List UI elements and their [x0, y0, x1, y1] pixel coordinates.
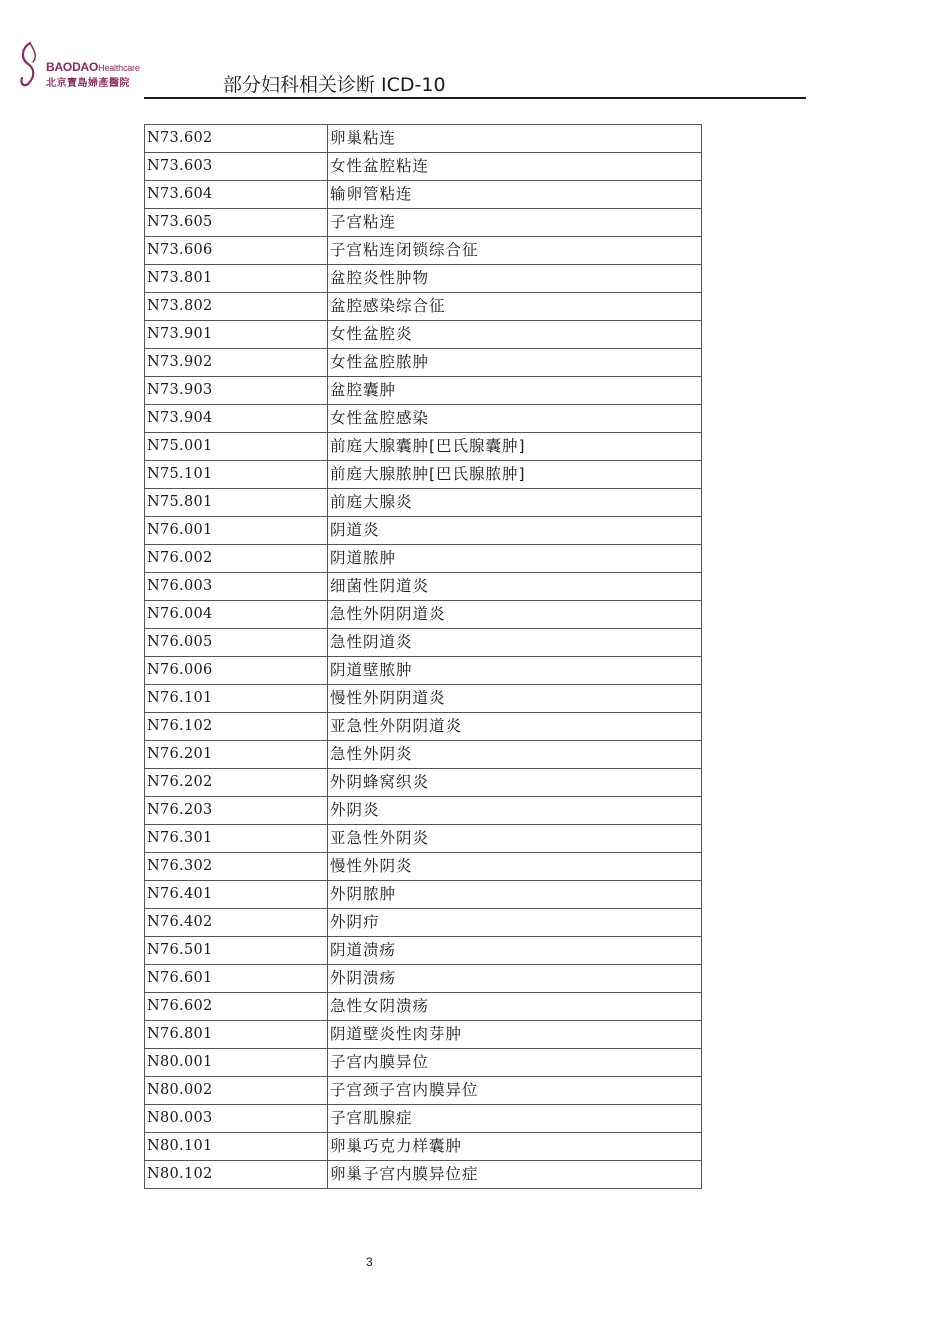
- table-row: [145, 377, 702, 405]
- icd-code-cell: N73.901: [145, 321, 328, 349]
- page-number: 3: [366, 1255, 373, 1269]
- icd-code-cell: N75.001: [145, 433, 328, 461]
- table-row: [145, 769, 702, 797]
- table-row: [145, 1161, 702, 1189]
- diagnosis-name-cell: 阴道脓肿: [328, 545, 702, 573]
- diagnosis-name-cell: 阴道溃疡: [328, 937, 702, 965]
- table-row: [145, 993, 702, 1021]
- icd-code-cell: N73.605: [145, 209, 328, 237]
- diagnosis-name-cell: 女性盆腔感染: [328, 405, 702, 433]
- icd-code-cell: N76.002: [145, 545, 328, 573]
- icd-code-cell: N73.602: [145, 125, 328, 153]
- table-row: [145, 741, 702, 769]
- diagnosis-name-cell: 慢性外阴炎: [328, 853, 702, 881]
- table-row: [145, 405, 702, 433]
- diagnosis-name-cell: 阴道壁脓肿: [328, 657, 702, 685]
- table-row: [145, 657, 702, 685]
- diagnosis-name-cell: 前庭大腺炎: [328, 489, 702, 517]
- table-row: [145, 1049, 702, 1077]
- icd-code-cell: N73.902: [145, 349, 328, 377]
- diagnosis-name-cell: 前庭大腺囊肿[巴氏腺囊肿]: [328, 433, 702, 461]
- icd-code-cell: N76.402: [145, 909, 328, 937]
- diagnosis-name-cell: 子宫粘连: [328, 209, 702, 237]
- icd-code-cell: N73.606: [145, 237, 328, 265]
- icd-table-body: [145, 125, 702, 1189]
- diagnosis-name-cell: 亚急性外阴炎: [328, 825, 702, 853]
- icd-code-cell: N80.102: [145, 1161, 328, 1189]
- diagnosis-name-cell: 急性阴道炎: [328, 629, 702, 657]
- icd-code-table: [144, 124, 702, 1189]
- logo-brand: BAODAO: [46, 60, 99, 74]
- logo-suffix: Healthcare: [98, 63, 140, 73]
- table-row: [145, 265, 702, 293]
- table-row: [145, 825, 702, 853]
- header-rule: [144, 97, 806, 99]
- icd-code-cell: N76.501: [145, 937, 328, 965]
- icd-code-cell: N80.001: [145, 1049, 328, 1077]
- diagnosis-name-cell: 卵巢子宫内膜异位症: [328, 1161, 702, 1189]
- icd-code-cell: N73.604: [145, 181, 328, 209]
- icd-code-cell: N80.101: [145, 1133, 328, 1161]
- icd-code-cell: N73.801: [145, 265, 328, 293]
- icd-code-cell: N76.203: [145, 797, 328, 825]
- table-row: [145, 293, 702, 321]
- table-row: [145, 209, 702, 237]
- diagnosis-name-cell: 输卵管粘连: [328, 181, 702, 209]
- table-row: [145, 125, 702, 153]
- logo-chinese: 北京寶島婦產醫院: [46, 78, 130, 89]
- diagnosis-name-cell: 急性外阴阴道炎: [328, 601, 702, 629]
- baodao-logo: [16, 40, 146, 90]
- diagnosis-name-cell: 细菌性阴道炎: [328, 573, 702, 601]
- diagnosis-name-cell: 盆腔感染综合征: [328, 293, 702, 321]
- table-row: [145, 853, 702, 881]
- table-row: [145, 937, 702, 965]
- diagnosis-name-cell: 外阴溃疡: [328, 965, 702, 993]
- diagnosis-name-cell: 卵巢粘连: [328, 125, 702, 153]
- table-row: [145, 237, 702, 265]
- icd-code-cell: N73.603: [145, 153, 328, 181]
- table-row: [145, 321, 702, 349]
- icd-code-cell: N76.003: [145, 573, 328, 601]
- diagnosis-name-cell: 盆腔炎性肿物: [328, 265, 702, 293]
- diagnosis-name-cell: 卵巢巧克力样囊肿: [328, 1133, 702, 1161]
- table-row: [145, 545, 702, 573]
- table-row: [145, 1105, 702, 1133]
- icd-code-cell: N73.904: [145, 405, 328, 433]
- logo-english: [46, 60, 140, 74]
- table-row: [145, 965, 702, 993]
- table-row: [145, 349, 702, 377]
- diagnosis-name-cell: 前庭大腺脓肿[巴氏腺脓肿]: [328, 461, 702, 489]
- icd-code-cell: N76.602: [145, 993, 328, 1021]
- icd-code-cell: N76.001: [145, 517, 328, 545]
- diagnosis-name-cell: 外阴脓肿: [328, 881, 702, 909]
- icd-code-cell: N76.201: [145, 741, 328, 769]
- document-title: 部分妇科相关诊断 ICD-10: [223, 74, 446, 96]
- table-row: [145, 489, 702, 517]
- table-row: [145, 909, 702, 937]
- table-row: [145, 713, 702, 741]
- icd-code-cell: N76.004: [145, 601, 328, 629]
- table-row: [145, 685, 702, 713]
- diagnosis-name-cell: 盆腔囊肿: [328, 377, 702, 405]
- icd-code-cell: N76.005: [145, 629, 328, 657]
- diagnosis-name-cell: 急性女阴溃疡: [328, 993, 702, 1021]
- table-row: [145, 1133, 702, 1161]
- diagnosis-name-cell: 子宫颈子宫内膜异位: [328, 1077, 702, 1105]
- icd-code-cell: N73.802: [145, 293, 328, 321]
- diagnosis-name-cell: 慢性外阴阴道炎: [328, 685, 702, 713]
- table-row: [145, 573, 702, 601]
- icd-code-cell: N76.301: [145, 825, 328, 853]
- table-row: [145, 797, 702, 825]
- table-row: [145, 1021, 702, 1049]
- diagnosis-name-cell: 女性盆腔粘连: [328, 153, 702, 181]
- diagnosis-name-cell: 阴道壁炎性肉芽肿: [328, 1021, 702, 1049]
- icd-code-cell: N76.401: [145, 881, 328, 909]
- icd-code-cell: N80.003: [145, 1105, 328, 1133]
- diagnosis-name-cell: 女性盆腔脓肿: [328, 349, 702, 377]
- table-row: [145, 1077, 702, 1105]
- icd-code-cell: N76.102: [145, 713, 328, 741]
- diagnosis-name-cell: 外阴蜂窝织炎: [328, 769, 702, 797]
- table-row: [145, 153, 702, 181]
- icd-code-cell: N75.101: [145, 461, 328, 489]
- diagnosis-name-cell: 子宫粘连闭锁综合征: [328, 237, 702, 265]
- diagnosis-name-cell: 子宫内膜异位: [328, 1049, 702, 1077]
- diagnosis-name-cell: 外阴炎: [328, 797, 702, 825]
- table-row: [145, 181, 702, 209]
- table-row: [145, 601, 702, 629]
- icd-code-cell: N73.903: [145, 377, 328, 405]
- diagnosis-name-cell: 亚急性外阴阴道炎: [328, 713, 702, 741]
- icd-code-cell: N76.101: [145, 685, 328, 713]
- diagnosis-name-cell: 外阴疖: [328, 909, 702, 937]
- diagnosis-name-cell: 女性盆腔炎: [328, 321, 702, 349]
- icd-code-cell: N76.202: [145, 769, 328, 797]
- table-row: [145, 433, 702, 461]
- icd-code-cell: N76.601: [145, 965, 328, 993]
- icd-code-cell: N76.302: [145, 853, 328, 881]
- diagnosis-name-cell: 子宫肌腺症: [328, 1105, 702, 1133]
- diagnosis-name-cell: 阴道炎: [328, 517, 702, 545]
- icd-code-cell: N75.801: [145, 489, 328, 517]
- table-row: [145, 881, 702, 909]
- icd-code-cell: N76.801: [145, 1021, 328, 1049]
- table-row: [145, 517, 702, 545]
- icd-code-cell: N76.006: [145, 657, 328, 685]
- diagnosis-name-cell: 急性外阴炎: [328, 741, 702, 769]
- table-row: [145, 461, 702, 489]
- table-row: [145, 629, 702, 657]
- logo-mark-icon: [16, 40, 46, 90]
- icd-code-cell: N80.002: [145, 1077, 328, 1105]
